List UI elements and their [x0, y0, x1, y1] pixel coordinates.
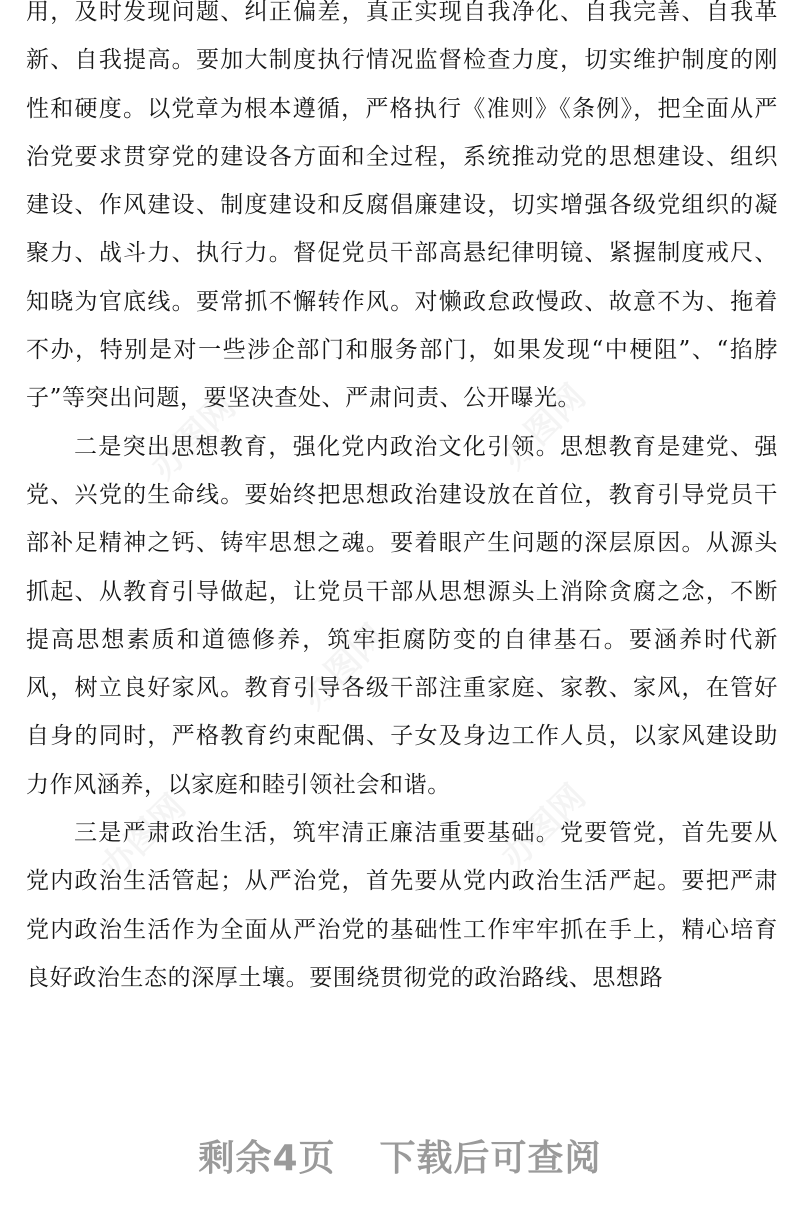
document-body: [26, 0, 778, 1002]
watermark: 办图网: [493, 376, 594, 478]
paragraph: 用，及时发现问题、纠正偏差，真正实现自我净化、自我完善、自我革新、自我提高。要加大制度执行情况监督检查力度，切实维护制度的刚性和硬度。以党章为根本遵循，严格执行《准则》《条例》，把全面从严治党要求贯穿党的建设各方面和全过程，系统推动党的思想建设、组织建设、作风建设、制度建设和反腐倡廉建设，切实增强各级党组织的凝聚力、战斗力、执行力。督促党员干部高悬纪律明镜、紧握制度戒尺、知晓为官底线。要常抓不懈转作风。对懒政怠政慢政、故意不为、拖着不办，特别是对一些涉企部门和服务部门，如果发现“中梗阻”、“掐脖子”等突出问题，要坚决查处、严肃问责、公开曝光。: [26, 0, 778, 412]
watermark: 办图网: [143, 386, 244, 488]
preview-limit-banner[interactable]: [0, 1130, 800, 1181]
watermark: 办图网: [93, 786, 194, 888]
watermark: 办图网: [293, 616, 394, 718]
paragraph: 二是突出思想教育，强化党内政治文化引领。思想教育是建党、强党、兴党的生命线。要始终把思想政治建设放在首位，教育引导党员干部补足精神之钙、铸牢思想之魂。要着眼产生问题的深层原因。从源头抓起、从教育引导做起，让党员干部从思想源头上消除贪腐之念，不断提高思想素质和道德修养，筑牢拒腐防变的自律基石。要涵养时代新风，树立良好家风。教育引导各级干部注重家庭、家教、家风，在管好自身的同时，严格教育约束配偶、子女及身边工作人员，以家风建设助力作风涵养，以家庭和睦引领社会和谐。: [26, 433, 778, 798]
paragraph: 三是严肃政治生活，筑牢清正廉洁重要基础。党要管党，首先要从党内政治生活管起；从严治党，首先要从党内政治生活严起。要把严肃党内政治生活作为全面从严治党的基础性工作牢牢抓在手上，精心培育良好政治生态的深厚土壤。要围绕贯彻党的政治路线、思想路: [26, 820, 778, 991]
download-to-view-label[interactable]: 下载后可查阅: [379, 1138, 602, 1179]
watermark: 办图网: [493, 776, 594, 878]
remaining-pages-label: 剩余4页: [198, 1138, 336, 1179]
